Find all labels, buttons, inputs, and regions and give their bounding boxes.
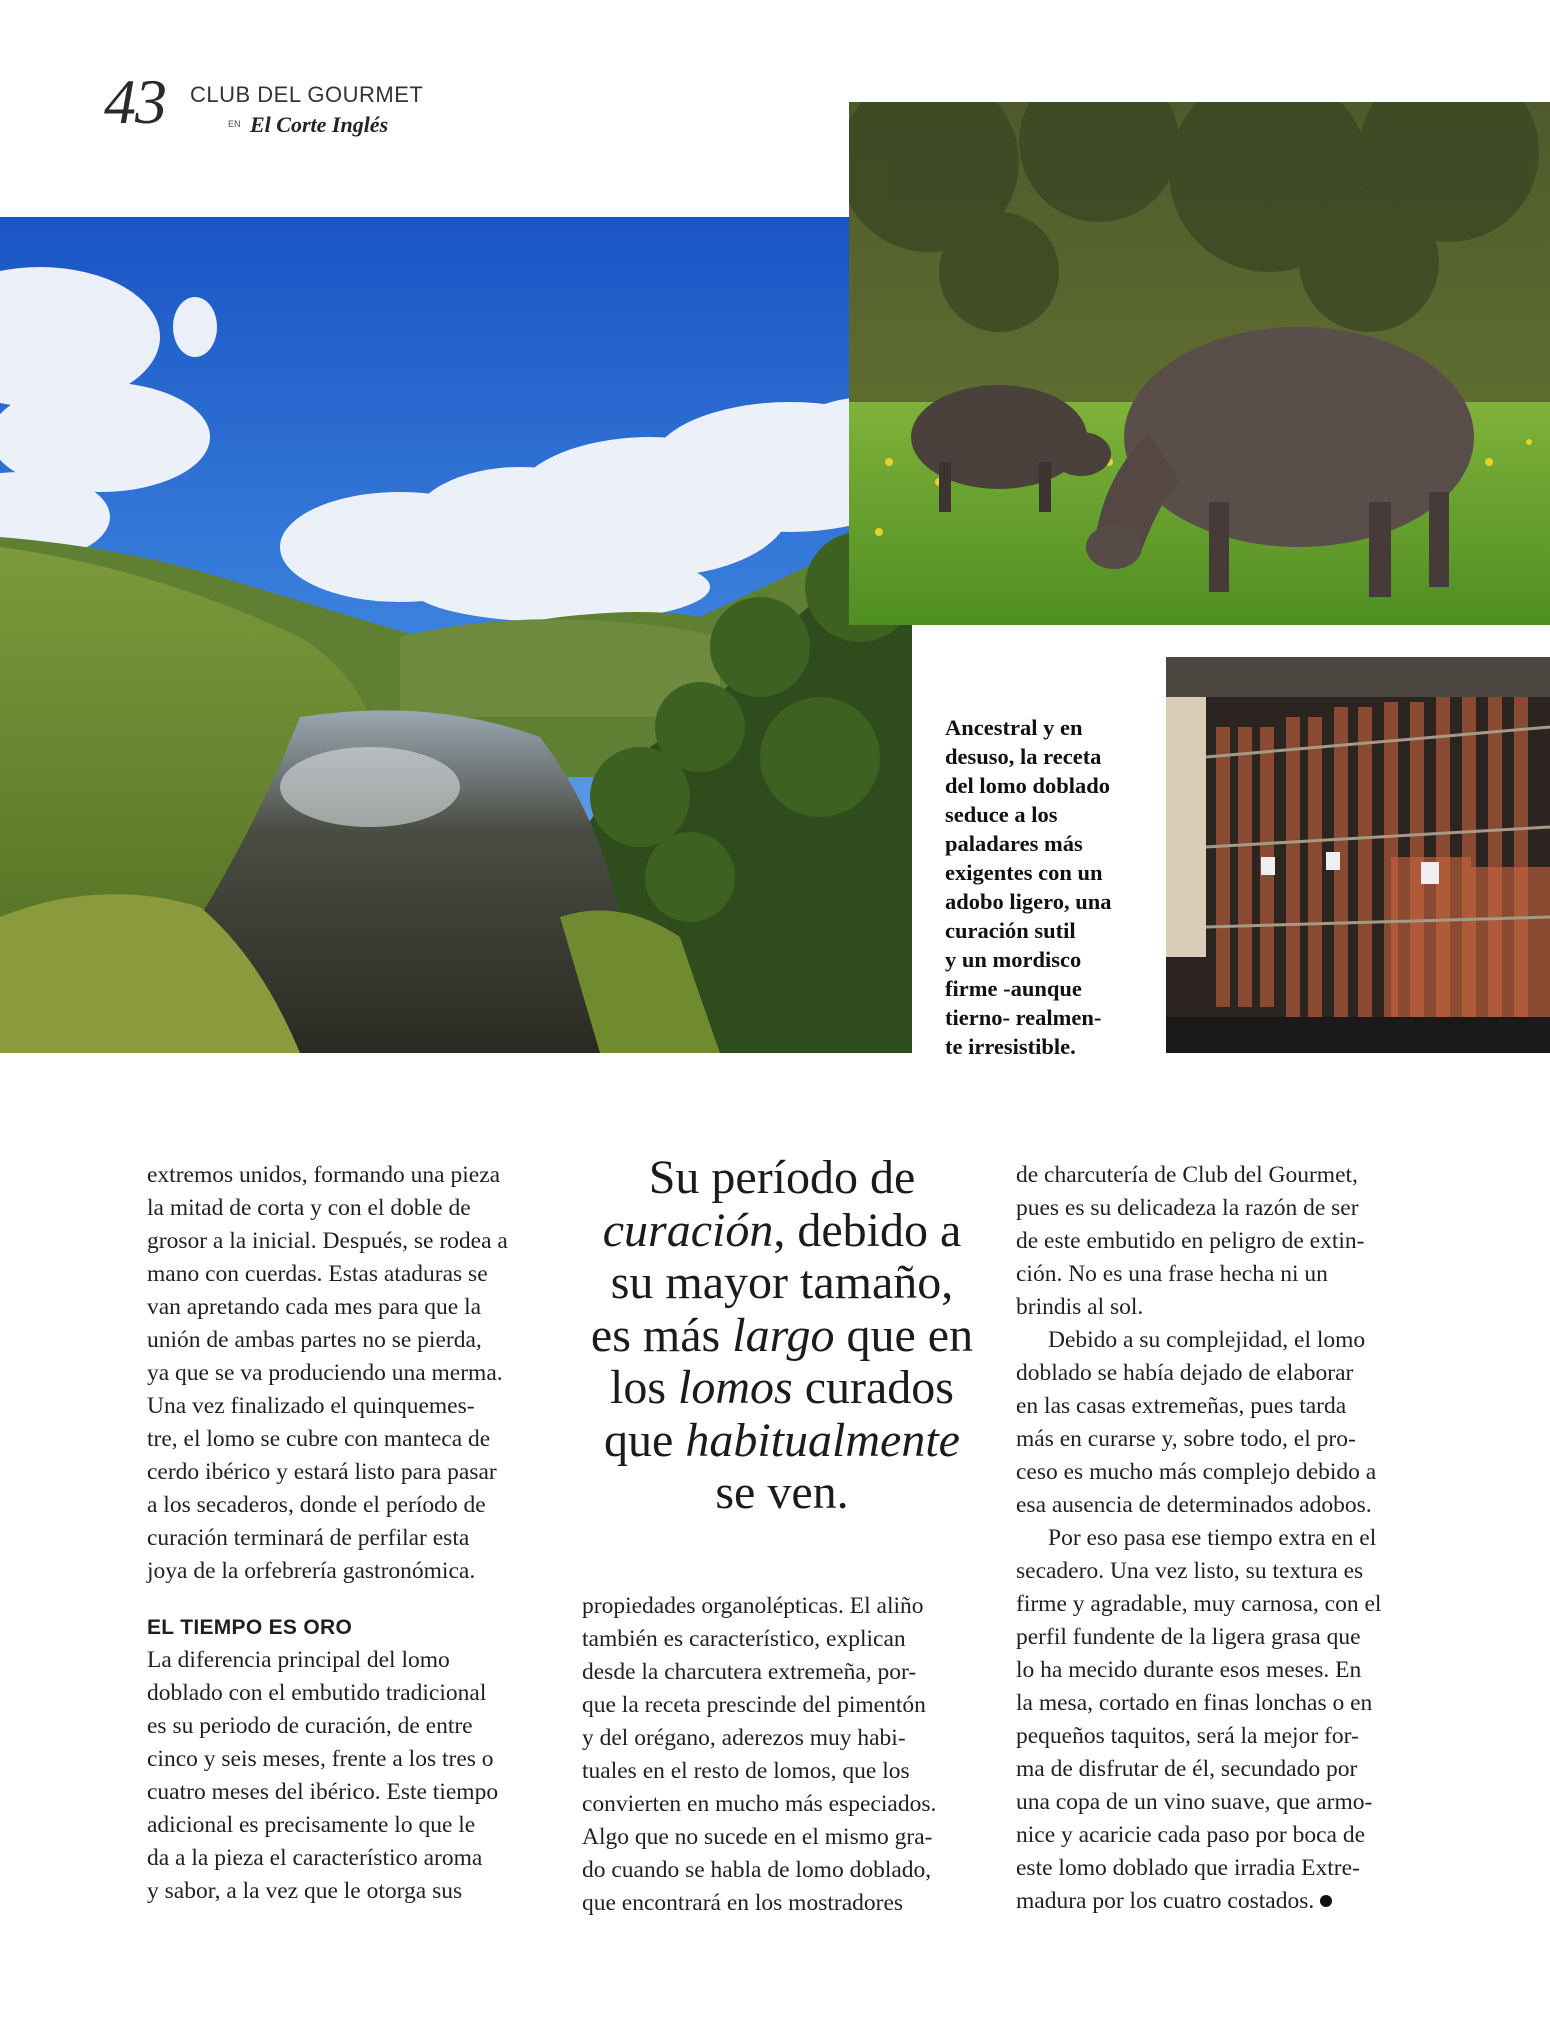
body-paragraph xyxy=(147,1644,555,1908)
caption-line: Ancestral y en xyxy=(945,715,1083,740)
text-line: adicional es precisamente lo que le xyxy=(147,1812,476,1838)
curing-cellar-photo xyxy=(1166,657,1550,1053)
text-line: que la receta prescinde del pimentón xyxy=(582,1692,926,1718)
text-line: es su periodo de curación, de entre xyxy=(147,1713,473,1739)
text-line: desde la charcutera extremeña, por- xyxy=(582,1659,917,1685)
text-line: de charcutería de Club del Gourmet, xyxy=(1016,1162,1358,1188)
caption-line: curación sutil xyxy=(945,918,1076,943)
caption-line: y un mordisco xyxy=(945,947,1082,972)
text-line: La diferencia principal del lomo xyxy=(147,1647,450,1673)
caption-line: del lomo doblado xyxy=(945,773,1111,798)
end-of-article-bullet-icon xyxy=(1320,1895,1332,1907)
text-line: unión de ambas partes no se pierda, xyxy=(147,1327,482,1353)
iberian-pigs-grazing-photo xyxy=(849,102,1550,625)
text-line: ma de disfrutar de él, secundado por xyxy=(1016,1756,1358,1782)
brand-en-label: EN xyxy=(228,119,241,129)
quote-emphasis: habitualmente xyxy=(685,1413,960,1467)
text-line: ción. No es una frase hecha ni un xyxy=(1016,1261,1328,1287)
photo-caption xyxy=(945,713,1150,1061)
caption-line: desuso, la receta xyxy=(945,744,1102,769)
body-paragraph xyxy=(1016,1159,1418,1324)
text-line: en las casas extremeñas, pues tarda xyxy=(1016,1393,1347,1419)
text-line: este lomo doblado que irradia Extre- xyxy=(1016,1855,1360,1881)
text-line: Algo que no sucede en el mismo gra- xyxy=(582,1824,933,1850)
text-line: tre, el lomo se cubre con manteca de xyxy=(147,1426,491,1452)
quote-emphasis: lomos xyxy=(678,1361,793,1414)
text-line: lo ha mecido durante esos meses. En xyxy=(1016,1657,1362,1683)
text-line: van apretando cada mes para que la xyxy=(147,1294,482,1320)
text-line: brindis al sol. xyxy=(1016,1294,1144,1320)
section-heading: EL TIEMPO ES ORO xyxy=(147,1616,353,1639)
text-line: pequeños taquitos, será la mejor for- xyxy=(1016,1723,1359,1749)
text-line: propiedades organolépticas. El aliño xyxy=(582,1593,924,1619)
text-line: tuales en el resto de lomos, que los xyxy=(582,1758,910,1784)
text-line: la mitad de corta y con el doble de xyxy=(147,1195,471,1221)
text-line: convierten en mucho más especiados. xyxy=(582,1791,937,1817)
text-line: curación terminará de perfilar esta xyxy=(147,1525,470,1551)
text-line: mano con cuerdas. Estas ataduras se xyxy=(147,1261,488,1287)
text-line: ya que se va produciendo una merma. xyxy=(147,1360,503,1386)
text-line: secadero. Una vez listo, su textura es xyxy=(1016,1558,1364,1584)
caption-line: te irresistible. xyxy=(945,1034,1076,1059)
text-line: doblado se había dejado de elaborar xyxy=(1016,1360,1354,1386)
text-line: también es característico, explican xyxy=(582,1626,906,1652)
caption-line: paladares más xyxy=(945,831,1083,856)
quote-text: su mayor tamaño, xyxy=(610,1256,954,1309)
text-line: pues es su delicadeza la razón de ser xyxy=(1016,1195,1359,1221)
article-column-2 xyxy=(582,1590,984,1920)
caption-line: tierno- realmen- xyxy=(945,1005,1102,1030)
text-line: doblado con el embutido tradicional xyxy=(147,1680,487,1706)
quote-text: Su período de xyxy=(648,1151,916,1204)
text-line: da a la pieza el característico aroma xyxy=(147,1845,483,1871)
text-line: a los secaderos, donde el período de xyxy=(147,1492,486,1518)
text-line: nice y acaricie cada paso por boca de xyxy=(1016,1822,1366,1848)
caption-line: exigentes con un xyxy=(945,860,1103,885)
magazine-brand: CLUB DEL GOURMET xyxy=(190,82,424,107)
text-line: firme y agradable, muy carnosa, con el xyxy=(1016,1591,1382,1617)
text-line: la mesa, cortado en finas lonchas o en xyxy=(1016,1690,1373,1716)
text-line: extremos unidos, formando una pieza xyxy=(147,1162,501,1188)
text-line: esa ausencia de determinados adobos. xyxy=(1016,1492,1372,1518)
quote-text: los xyxy=(610,1361,679,1414)
quote-emphasis: curación xyxy=(602,1203,774,1257)
text-line: cinco y seis meses, frente a los tres o xyxy=(147,1746,494,1772)
text-line: Una vez finalizado el quinquemes- xyxy=(147,1393,475,1419)
el-corte-ingles-logo: El Corte Inglés xyxy=(250,112,389,137)
quote-text: que en xyxy=(834,1308,974,1362)
quote-text: es más xyxy=(590,1308,733,1362)
text-line: madura por los cuatro costados. xyxy=(1016,1888,1315,1914)
caption-line: seduce a los xyxy=(945,802,1058,827)
text-line: cuatro meses del ibérico. Este tiempo xyxy=(147,1779,499,1805)
quote-text: se ven. xyxy=(715,1466,849,1519)
text-line: Por eso pasa ese tiempo extra en el xyxy=(1048,1525,1377,1551)
text-line: do cuando se habla de lomo doblado, xyxy=(582,1857,932,1883)
article-column-1 xyxy=(147,1159,555,1908)
text-line: ceso es mucho más complejo debido a xyxy=(1016,1459,1377,1485)
text-line: que encontrará en los mostradores xyxy=(582,1890,904,1916)
text-line: cerdo ibérico y estará listo para pasar xyxy=(147,1459,497,1485)
body-paragraph xyxy=(1016,1324,1418,1522)
text-line: más en curarse y, sobre todo, el pro- xyxy=(1016,1426,1356,1452)
text-line: perfil fundente de la ligera grasa que xyxy=(1016,1624,1361,1650)
text-line: grosor a la inicial. Después, se rodea a xyxy=(147,1228,508,1254)
text-line: una copa de un vino suave, que armo- xyxy=(1016,1789,1373,1815)
text-line: joya de la orfebrería gastronómica. xyxy=(147,1558,476,1584)
article-column-3 xyxy=(1016,1159,1418,1918)
body-paragraph xyxy=(1016,1522,1418,1918)
text-line: y sabor, a la vez que le otorga sus xyxy=(147,1878,463,1904)
quote-text: curados xyxy=(792,1361,954,1414)
text-line: y del orégano, aderezos muy habi- xyxy=(582,1725,906,1751)
text-line: Debido a su complejidad, el lomo xyxy=(1048,1327,1366,1353)
river-landscape-photo xyxy=(0,217,912,1053)
caption-line: firme -aunque xyxy=(945,976,1082,1001)
body-paragraph xyxy=(147,1159,555,1588)
quote-text: , debido a xyxy=(773,1203,962,1257)
quote-text: que xyxy=(604,1413,686,1467)
page-number: 43 xyxy=(104,66,166,137)
quote-emphasis: largo xyxy=(732,1308,835,1362)
text-line: de este embutido en peligro de extin- xyxy=(1016,1228,1365,1254)
caption-line: adobo ligero, una xyxy=(945,889,1112,914)
pull-quote xyxy=(572,1152,992,1520)
